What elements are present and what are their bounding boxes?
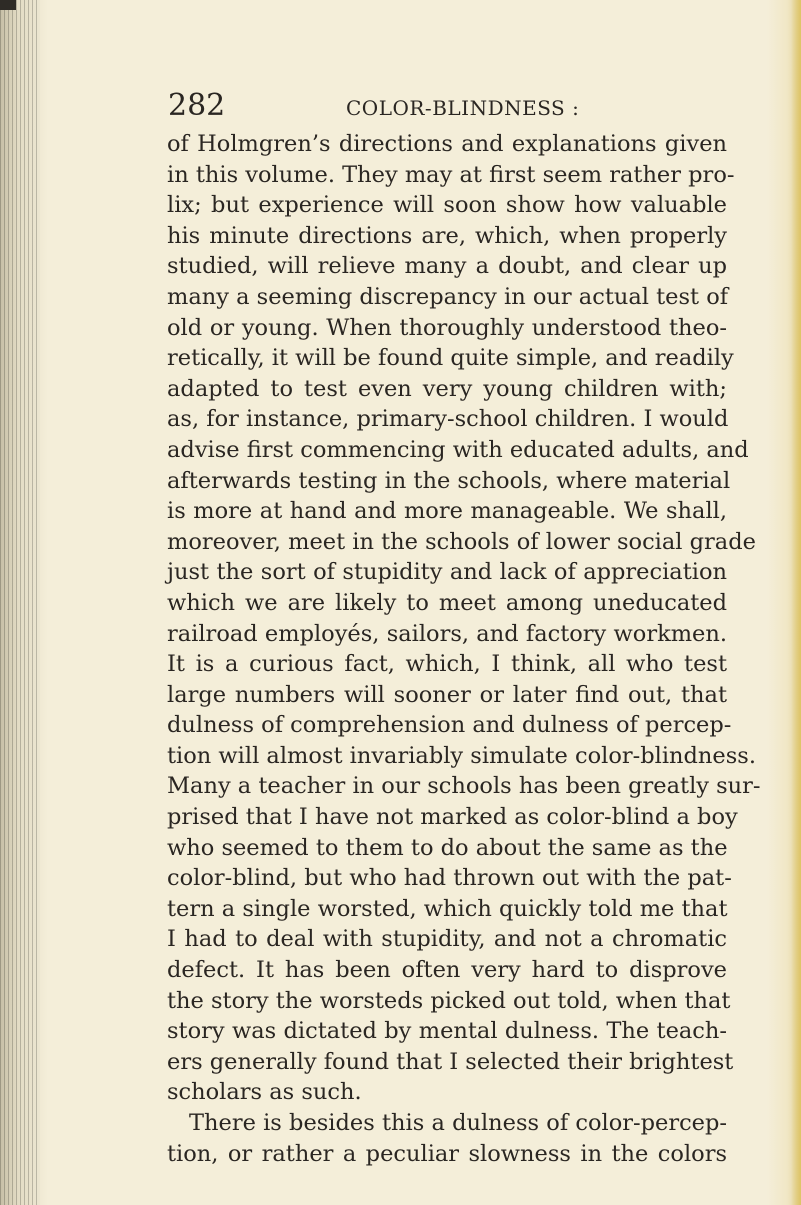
text-line: is more at hand and more manageable. We shall, [167,498,727,525]
text-line: railroad employés, sailors, and factory workmen. [167,620,727,647]
text-line: his minute directions are, which, when properly [167,222,727,249]
text-line: adapted to test even very young children with; [167,375,727,402]
text-line: tion will almost invariably simulate color-blindness. [167,742,756,769]
page-gilt-edge [791,0,801,1205]
text-line: large numbers will sooner or later find out, that [167,681,727,708]
text-line: afterwards testing in the schools, where material [167,467,731,494]
text-line: prised that I have not marked as color-blind a boy [167,804,738,831]
text-line: of Holmgren’s directions and explanations given [167,131,727,157]
page-corner-mark [0,0,16,10]
text-line: as, for instance, primary-school children. I would [167,406,729,433]
text-line: the story the worsteds picked out told, when that [167,987,731,1014]
text-line: tern a single worsted, which quickly told me that [167,895,728,922]
text-line: color-blind, but who had thrown out with the pat- [167,865,732,892]
text-line: moreover, meet in the schools of lower social grade [167,528,756,555]
text-line: which we are likely to meet among uneducated [167,589,727,616]
page-number: 282 [168,88,226,123]
body-text [167,129,761,1169]
paragraph-start-line: There is besides this a dulness of color-percep- [189,1110,727,1136]
book-spine-shadow [0,0,40,1205]
text-line: I had to deal with stupidity, and not a chromatic [167,926,727,953]
text-line: advise first commencing with educated adults, and [167,436,749,463]
text-line: defect. It has been often very hard to disprove [167,957,727,984]
text-line: many a seeming discrepancy in our actual test of [167,283,729,310]
paragraph-end-line: scholars as such. [167,1079,362,1106]
page-header [168,86,728,126]
text-line: story was dictated by mental dulness. The teach- [167,1018,727,1045]
text-line: tion, or rather a peculiar slowness in the colors [167,1140,727,1167]
text-line: old or young. When thoroughly understood theo- [167,314,727,341]
text-line: who seemed to them to do about the same as the [167,834,728,861]
text-line: studied, will relieve many a doubt, and clear up [167,253,727,280]
text-line: dulness of comprehension and dulness of percep- [167,712,732,739]
text-line: retically, it will be found quite simple, and readily [167,345,734,372]
text-line: ers generally found that I selected their brightest [167,1048,734,1075]
text-line: It is a curious fact, which, I think, all who test [167,651,727,678]
text-line: just the sort of stupidity and lack of appreciation [167,559,727,586]
text-line: Many a teacher in our schools has been greatly sur- [167,773,761,800]
running-title: COLOR-BLINDNESS : [346,96,580,120]
text-line: in this volume. They may at first seem rather pro- [167,161,735,188]
text-line: lix; but experience will soon show how valuable [167,192,727,219]
